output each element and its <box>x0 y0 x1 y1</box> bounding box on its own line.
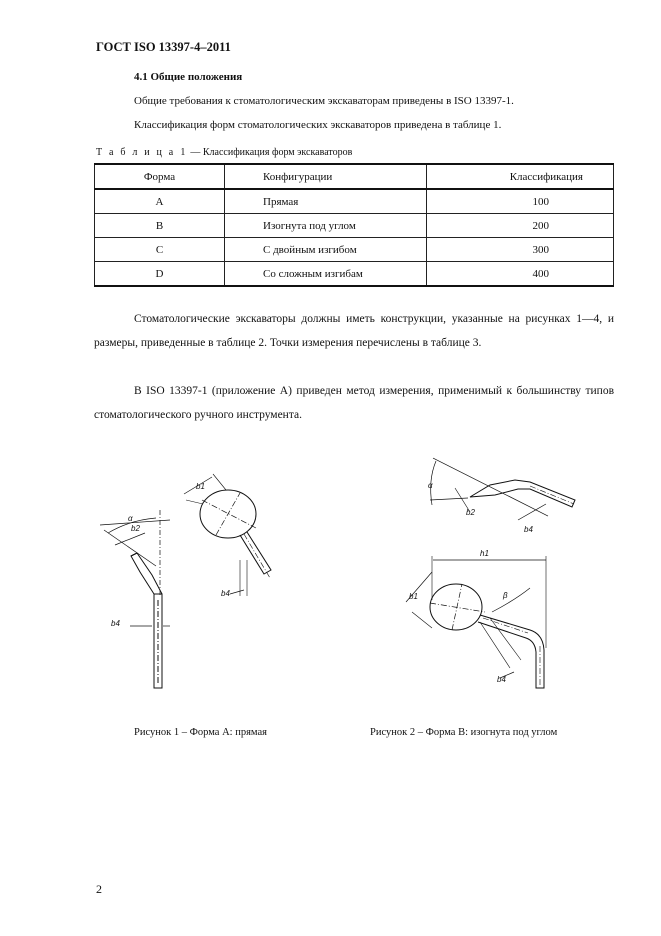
table-cell-configuration: Прямая <box>225 189 427 214</box>
b4-label-fig1-blade: b4 <box>221 589 230 598</box>
b1-label-fig1: b1 <box>196 482 205 491</box>
figure-2-caption: Рисунок 2 – Форма В: изогнута под углом <box>370 727 558 738</box>
table-cell-classification: 300 <box>427 238 614 262</box>
figure-2-blade-view <box>406 556 546 688</box>
figure-1-blade-view <box>184 474 271 596</box>
page-number: 2 <box>96 882 102 896</box>
table-header-classification: Классификация <box>427 164 614 189</box>
b2-label-fig2: b2 <box>466 508 475 517</box>
section-paragraph-1: Общие требования к стоматологическим экскаваторам приведены в ISO 13397-1. <box>134 95 514 107</box>
alpha-label-fig2: α <box>428 481 433 490</box>
table-caption-text: — Классификация форм экскаваторов <box>190 147 353 158</box>
table-cell-configuration: Со сложным изгибам <box>225 262 427 287</box>
body-paragraph-4: В ISO 13397-1 (приложение А) приведен метод измерения, применимый к большинству типов стоматологического ручного инструмента. <box>94 385 614 421</box>
figure-labels <box>111 481 533 684</box>
table-caption-number: 1 <box>180 147 186 158</box>
table-caption-word: Т а б л и ц а <box>96 147 176 158</box>
figure-1-side-view <box>100 510 170 688</box>
table-header-configuration: Конфигурации <box>225 164 427 189</box>
body-paragraph-3: Стоматологические экскаваторы должны иметь конструкции, указанные на рисунках 1—4, и размеры, приведенные в таблице 2. Точки измерения перечислены в таблице 3. <box>94 313 614 349</box>
table-cell-form: A <box>95 189 225 214</box>
b4-label-fig1: b4 <box>111 619 120 628</box>
h1-label: h1 <box>480 549 489 558</box>
table-cell-form: C <box>95 238 225 262</box>
b1-label-fig2: b1 <box>409 592 418 601</box>
table-cell-classification: 400 <box>427 262 614 287</box>
table-cell-configuration: С двойным изгибом <box>225 238 427 262</box>
document-header: ГОСТ ISO 13397-4–2011 <box>96 40 231 54</box>
alpha-label: α <box>128 514 133 523</box>
figure-1-caption: Рисунок 1 – Форма А: прямая <box>134 727 267 738</box>
figure-2-side-view <box>430 458 575 520</box>
table-header-form: Форма <box>95 164 225 189</box>
section-title: 4.1 Общие положения <box>134 71 243 83</box>
b4-label-fig2: b4 <box>497 675 506 684</box>
b4-label-fig2-top: b4 <box>524 525 533 534</box>
table-cell-form: D <box>95 262 225 287</box>
table-cell-classification: 100 <box>427 189 614 214</box>
section-paragraph-2: Классификация форм стоматологических экскаваторов приведена в таблице 1. <box>134 119 502 131</box>
table-cell-form: B <box>95 214 225 238</box>
b2-label-fig1: b2 <box>131 524 140 533</box>
table-cell-classification: 200 <box>427 214 614 238</box>
table-cell-configuration: Изогнута под углом <box>225 214 427 238</box>
beta-label: β <box>503 591 508 600</box>
